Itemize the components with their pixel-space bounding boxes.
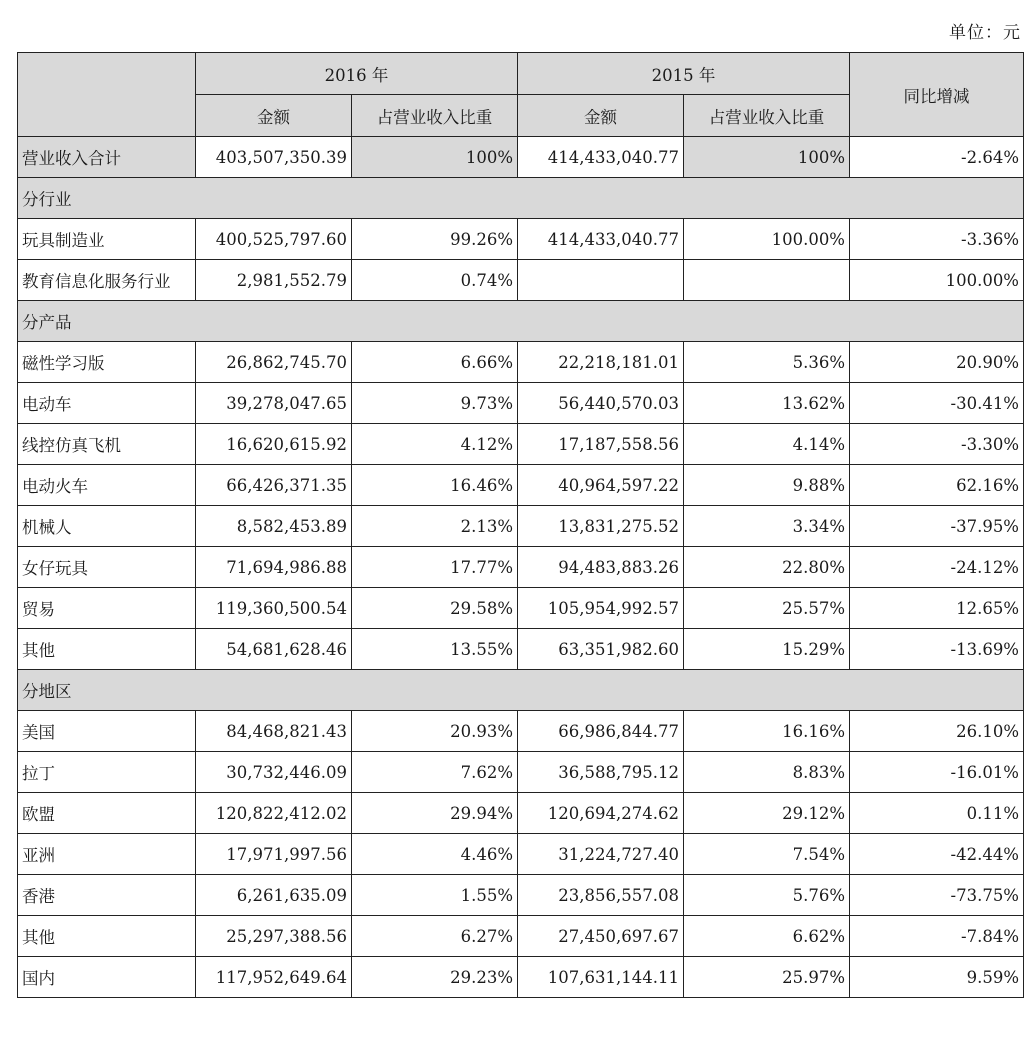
cell-ratio-2015 (684, 260, 850, 301)
table-row (18, 547, 1024, 588)
row-label: 女仔玩具 (18, 547, 196, 588)
cell-yoy: -7.84% (850, 916, 1024, 957)
cell-amount-2015: 66,986,844.77 (518, 711, 684, 752)
cell-ratio-2016: 99.26% (352, 219, 518, 260)
cell-amount-2016: 117,952,649.64 (196, 957, 352, 998)
row-label: 电动火车 (18, 465, 196, 506)
section-header-row (18, 178, 1024, 219)
cell-yoy: 100.00% (850, 260, 1024, 301)
cell-ratio-2016: 29.23% (352, 957, 518, 998)
cell-yoy: 9.59% (850, 957, 1024, 998)
cell-ratio-2016: 1.55% (352, 875, 518, 916)
row-label: 美国 (18, 711, 196, 752)
cell-ratio-2015: 15.29% (684, 629, 850, 670)
cell-amount-2015 (518, 260, 684, 301)
row-label: 玩具制造业 (18, 219, 196, 260)
cell-ratio-2015: 100.00% (684, 219, 850, 260)
header-yoy: 同比增减 (850, 53, 1024, 137)
cell-amount-2015: 105,954,992.57 (518, 588, 684, 629)
section-title: 分行业 (18, 178, 1024, 219)
section-title: 分地区 (18, 670, 1024, 711)
row-label: 国内 (18, 957, 196, 998)
cell-ratio-2016: 17.77% (352, 547, 518, 588)
total-amount-2016: 403,507,350.39 (196, 137, 352, 178)
section-header-row (18, 301, 1024, 342)
cell-amount-2016: 17,971,997.56 (196, 834, 352, 875)
section-title: 分产品 (18, 301, 1024, 342)
total-ratio-2015: 100% (684, 137, 850, 178)
cell-ratio-2015: 25.97% (684, 957, 850, 998)
cell-ratio-2016: 6.66% (352, 342, 518, 383)
cell-ratio-2016: 20.93% (352, 711, 518, 752)
cell-amount-2016: 66,426,371.35 (196, 465, 352, 506)
table-row (18, 342, 1024, 383)
header-amount-2015: 金额 (518, 95, 684, 137)
table-row (18, 916, 1024, 957)
cell-amount-2015: 23,856,557.08 (518, 875, 684, 916)
revenue-table (17, 52, 1024, 998)
cell-amount-2016: 6,261,635.09 (196, 875, 352, 916)
row-label: 其他 (18, 629, 196, 670)
cell-yoy: -16.01% (850, 752, 1024, 793)
table-body (18, 53, 1024, 998)
table-row (18, 793, 1024, 834)
cell-ratio-2015: 16.16% (684, 711, 850, 752)
cell-yoy: -73.75% (850, 875, 1024, 916)
row-label: 线控仿真飞机 (18, 424, 196, 465)
cell-yoy: -37.95% (850, 506, 1024, 547)
cell-amount-2015: 63,351,982.60 (518, 629, 684, 670)
cell-ratio-2015: 5.76% (684, 875, 850, 916)
cell-ratio-2015: 25.57% (684, 588, 850, 629)
total-yoy: -2.64% (850, 137, 1024, 178)
total-row (18, 137, 1024, 178)
cell-ratio-2016: 13.55% (352, 629, 518, 670)
table-row (18, 424, 1024, 465)
cell-yoy: 20.90% (850, 342, 1024, 383)
row-label: 贸易 (18, 588, 196, 629)
table-row (18, 219, 1024, 260)
cell-ratio-2015: 9.88% (684, 465, 850, 506)
cell-yoy: 62.16% (850, 465, 1024, 506)
cell-yoy: -13.69% (850, 629, 1024, 670)
row-label: 机械人 (18, 506, 196, 547)
cell-yoy: 26.10% (850, 711, 1024, 752)
row-label: 其他 (18, 916, 196, 957)
row-label: 磁性学习版 (18, 342, 196, 383)
table-row (18, 383, 1024, 424)
section-header-row (18, 670, 1024, 711)
cell-ratio-2015: 22.80% (684, 547, 850, 588)
cell-yoy: -24.12% (850, 547, 1024, 588)
cell-yoy: -42.44% (850, 834, 1024, 875)
cell-amount-2015: 31,224,727.40 (518, 834, 684, 875)
cell-amount-2016: 25,297,388.56 (196, 916, 352, 957)
cell-ratio-2016: 4.12% (352, 424, 518, 465)
cell-ratio-2015: 5.36% (684, 342, 850, 383)
header-corner-cell (18, 53, 196, 137)
cell-amount-2016: 119,360,500.54 (196, 588, 352, 629)
cell-ratio-2016: 29.94% (352, 793, 518, 834)
row-label: 教育信息化服务行业 (18, 260, 196, 301)
cell-amount-2016: 30,732,446.09 (196, 752, 352, 793)
cell-amount-2016: 400,525,797.60 (196, 219, 352, 260)
cell-ratio-2015: 6.62% (684, 916, 850, 957)
table-row (18, 711, 1024, 752)
table-row (18, 588, 1024, 629)
cell-ratio-2015: 8.83% (684, 752, 850, 793)
cell-ratio-2015: 7.54% (684, 834, 850, 875)
cell-ratio-2015: 29.12% (684, 793, 850, 834)
cell-ratio-2016: 9.73% (352, 383, 518, 424)
cell-amount-2016: 84,468,821.43 (196, 711, 352, 752)
cell-amount-2015: 36,588,795.12 (518, 752, 684, 793)
row-label: 亚洲 (18, 834, 196, 875)
header-ratio-2016: 占营业收入比重 (352, 95, 518, 137)
cell-amount-2015: 17,187,558.56 (518, 424, 684, 465)
unit-note: 单位：元 (949, 23, 1021, 43)
cell-ratio-2015: 4.14% (684, 424, 850, 465)
cell-amount-2015: 13,831,275.52 (518, 506, 684, 547)
cell-amount-2016: 26,862,745.70 (196, 342, 352, 383)
cell-amount-2016: 39,278,047.65 (196, 383, 352, 424)
cell-amount-2015: 414,433,040.77 (518, 219, 684, 260)
header-ratio-2015: 占营业收入比重 (684, 95, 850, 137)
header-row-years (18, 53, 1024, 95)
total-label: 营业收入合计 (18, 137, 196, 178)
table-row (18, 506, 1024, 547)
header-amount-2016: 金额 (196, 95, 352, 137)
cell-ratio-2015: 3.34% (684, 506, 850, 547)
cell-yoy: -3.30% (850, 424, 1024, 465)
cell-amount-2015: 22,218,181.01 (518, 342, 684, 383)
cell-amount-2015: 120,694,274.62 (518, 793, 684, 834)
cell-ratio-2016: 0.74% (352, 260, 518, 301)
table-row (18, 629, 1024, 670)
cell-amount-2016: 120,822,412.02 (196, 793, 352, 834)
table-row (18, 957, 1024, 998)
row-label: 拉丁 (18, 752, 196, 793)
cell-yoy: 0.11% (850, 793, 1024, 834)
total-amount-2015: 414,433,040.77 (518, 137, 684, 178)
row-label: 欧盟 (18, 793, 196, 834)
row-label: 香港 (18, 875, 196, 916)
cell-ratio-2015: 13.62% (684, 383, 850, 424)
cell-amount-2015: 40,964,597.22 (518, 465, 684, 506)
cell-amount-2016: 54,681,628.46 (196, 629, 352, 670)
cell-amount-2015: 94,483,883.26 (518, 547, 684, 588)
cell-amount-2015: 107,631,144.11 (518, 957, 684, 998)
header-year-2016: 2016 年 (196, 53, 518, 95)
total-ratio-2016: 100% (352, 137, 518, 178)
cell-yoy: -3.36% (850, 219, 1024, 260)
cell-ratio-2016: 29.58% (352, 588, 518, 629)
cell-ratio-2016: 6.27% (352, 916, 518, 957)
table-row (18, 834, 1024, 875)
cell-ratio-2016: 16.46% (352, 465, 518, 506)
cell-ratio-2016: 2.13% (352, 506, 518, 547)
header-year-2015: 2015 年 (518, 53, 850, 95)
cell-ratio-2016: 4.46% (352, 834, 518, 875)
cell-yoy: -30.41% (850, 383, 1024, 424)
table-row (18, 260, 1024, 301)
cell-amount-2016: 71,694,986.88 (196, 547, 352, 588)
cell-amount-2015: 56,440,570.03 (518, 383, 684, 424)
cell-amount-2016: 2,981,552.79 (196, 260, 352, 301)
table-row (18, 465, 1024, 506)
table-row (18, 752, 1024, 793)
row-label: 电动车 (18, 383, 196, 424)
cell-amount-2015: 27,450,697.67 (518, 916, 684, 957)
cell-ratio-2016: 7.62% (352, 752, 518, 793)
cell-amount-2016: 8,582,453.89 (196, 506, 352, 547)
table-row (18, 875, 1024, 916)
cell-amount-2016: 16,620,615.92 (196, 424, 352, 465)
cell-yoy: 12.65% (850, 588, 1024, 629)
